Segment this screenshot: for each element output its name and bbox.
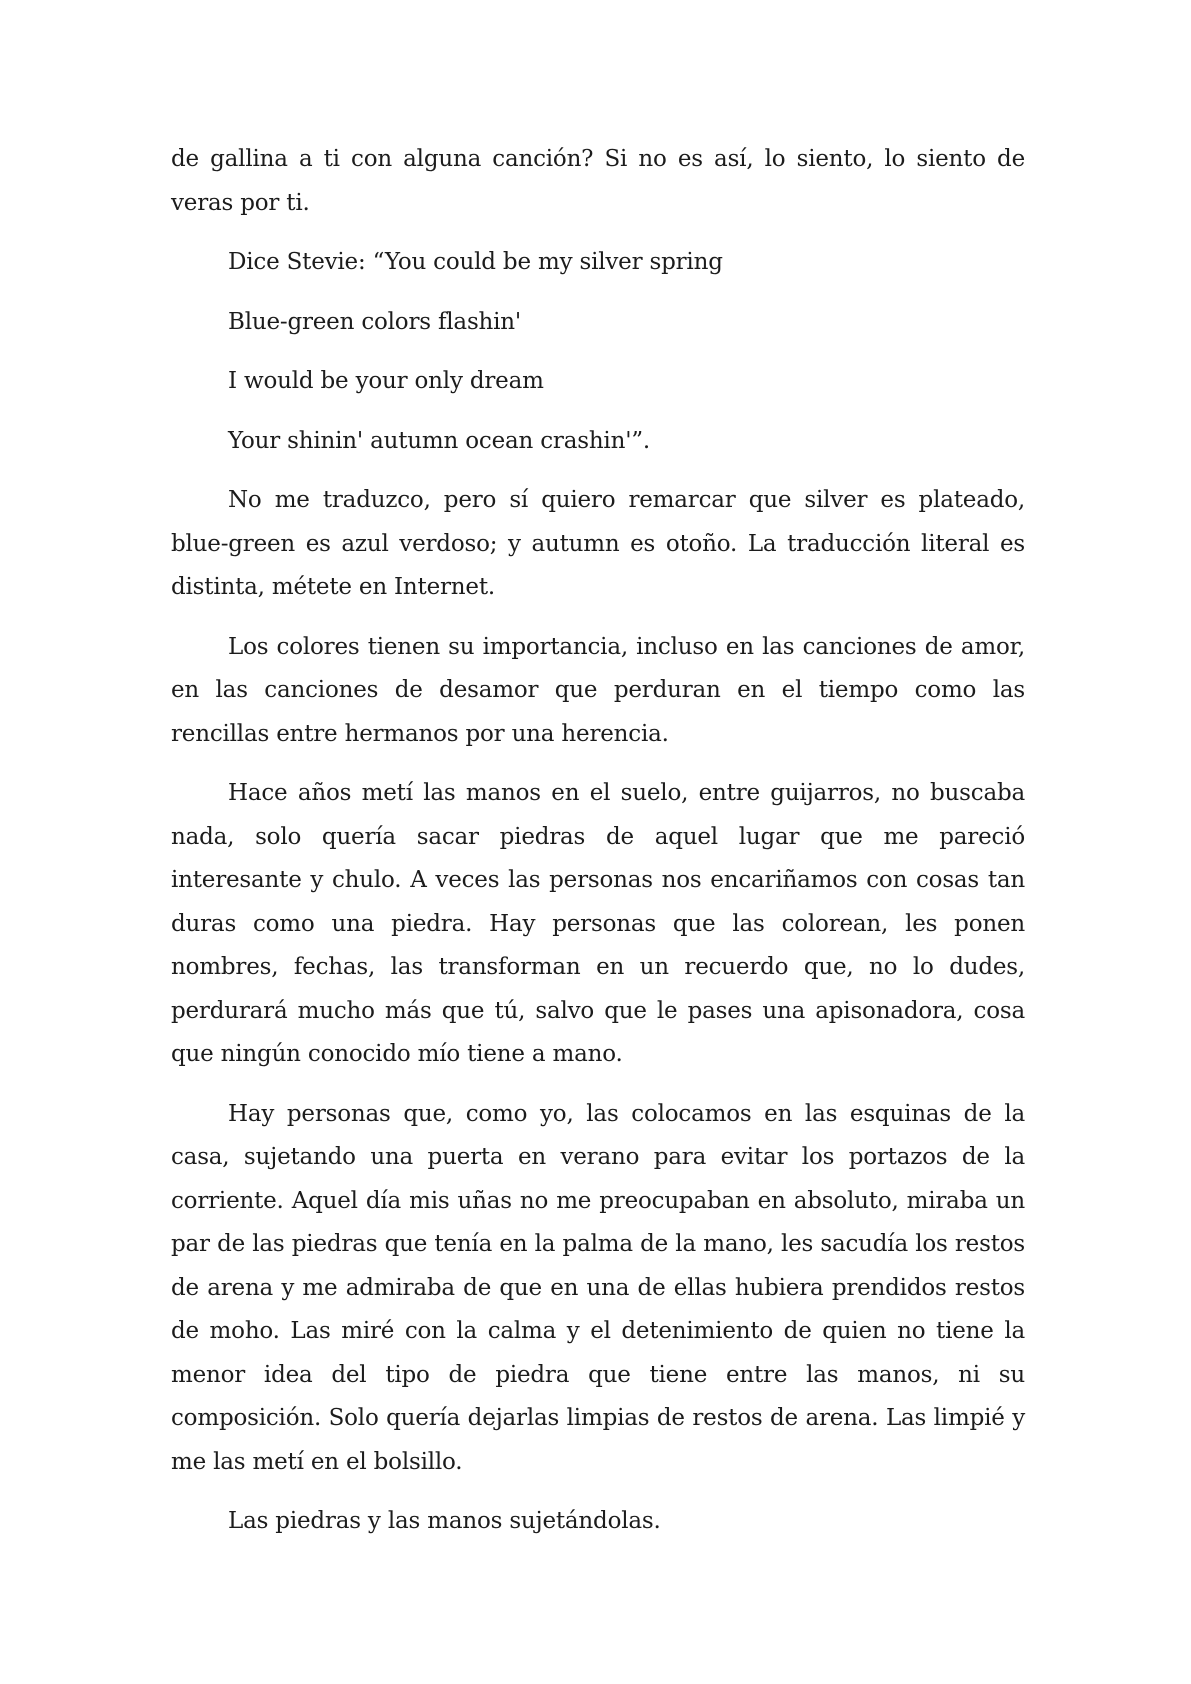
body-text (171, 138, 1025, 1560)
lyric-line-4: Your shinin' autumn ocean crashin'”. (228, 427, 650, 454)
paragraph-closing: Las piedras y las manos sujetándolas. (228, 1508, 661, 1534)
lyric-line-1: Dice Stevie: “You could be my silver spring (228, 249, 723, 275)
lyric-line-3: I would be your only dream (228, 368, 544, 394)
paragraph-stones: Hace años metí las manos en el suelo, entre guijarros, no buscaba nada, solo quería sacar piedras de aquel lugar que me pareció interesante y chulo. A veces las personas nos encariñamos con cosas tan duras como una piedra. Hay personas que las colorean, les ponen nombres, fechas, las transforman en un recuerdo que, no lo dudes, perdurará mucho más que tú, salvo que le pases una apisonadora, cosa que ningún conocido mío tiene a mano. (171, 780, 1025, 1067)
paragraph-continuation: de gallina a ti con alguna canción? Si no es así, lo siento, lo siento de veras por ti. (171, 146, 1025, 216)
paragraph-corners: Hay personas que, como yo, las colocamos en las esquinas de la casa, sujetando una puerta en verano para evitar los portazos de la corriente. Aquel día mis uñas no me preocupaban en absoluto, miraba un par de las piedras que tenía en la palma de la mano, les sacudía los restos de arena y me admiraba de que en una de ellas hubiera prendidos restos de moho. Las miré con la calma y el detenimiento de quien no tiene la menor idea del tipo de piedra que tiene entre las manos, ni su composición. Solo quería dejarlas limpias de restos de arena. Las limpié y me las metí en el bolsillo. (171, 1100, 1025, 1475)
paragraph-colors: Los colores tienen su importancia, incluso en las canciones de amor, en las canciones de desamor que perduran en el tiempo como las rencillas entre hermanos por una herencia. (171, 633, 1025, 747)
lyric-line-2: Blue-green colors flashin' (228, 308, 522, 335)
paragraph-translation: No me traduzco, pero sí quiero remarcar que silver es plateado, blue-green es azul verdoso; y autumn es otoño. La traducción literal es distinta, métete en Internet. (171, 487, 1025, 600)
